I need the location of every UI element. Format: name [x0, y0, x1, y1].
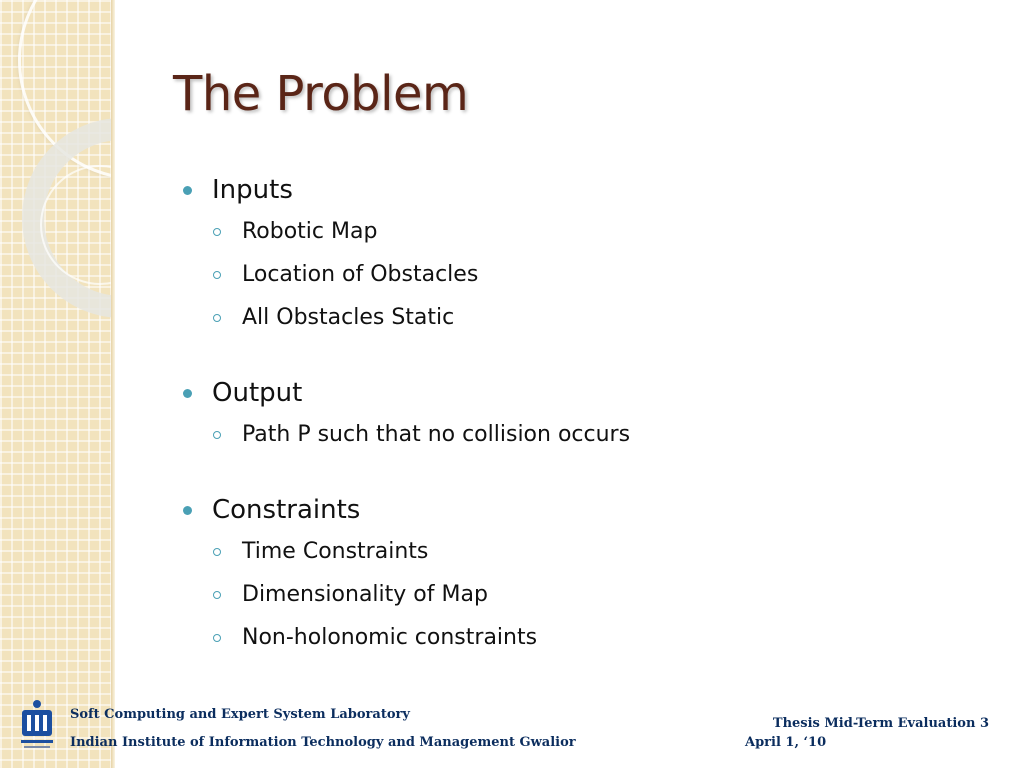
bullet-circle-icon: [213, 431, 221, 439]
footer-date: April 1, ‘10: [745, 735, 827, 750]
bullet-level-2: [183, 253, 983, 296]
bullet-dot-icon: [183, 186, 192, 195]
footer-lab-name: Soft Computing and Expert System Laboratory: [70, 707, 410, 722]
section-heading: Inputs: [212, 175, 293, 205]
decorative-rings: [0, 0, 113, 768]
bullet-circle-icon: [213, 548, 221, 556]
bullet-circle-icon: [213, 271, 221, 279]
bullet-level-2: [183, 530, 983, 573]
bullet-text: Non-holonomic constraints: [242, 625, 538, 650]
footer-event-name: Thesis Mid-Term Evaluation: [772, 716, 976, 731]
bullet-level-1: [183, 373, 983, 413]
bullet-circle-icon: [213, 591, 221, 599]
footer-institute-name: Indian Institute of Information Technology and Management Gwalior: [70, 735, 576, 750]
bullet-level-2: [183, 210, 983, 253]
bullet-level-1: [183, 490, 983, 530]
bullet-text: Path P such that no collision occurs: [242, 422, 631, 447]
bullet-text: Dimensionality of Map: [242, 582, 488, 607]
bullet-text: Time Constraints: [242, 539, 429, 564]
decorative-side-panel: [0, 0, 113, 768]
bullet-text: All Obstacles Static: [242, 305, 455, 330]
bullet-circle-icon: [213, 634, 221, 642]
bullet-text: Location of Obstacles: [242, 262, 479, 287]
bullet-level-2: [183, 296, 983, 339]
bullet-dot-icon: [183, 389, 192, 398]
bullet-level-2: [183, 573, 983, 616]
bullet-dot-icon: [183, 506, 192, 515]
bullet-level-1: [183, 170, 983, 210]
bullet-level-2: [183, 616, 983, 659]
slide-number: 3: [979, 716, 989, 731]
bullet-list: [183, 170, 983, 693]
bullet-circle-icon: [213, 314, 221, 322]
section-heading: Output: [212, 378, 303, 408]
section-inputs: [183, 170, 983, 339]
section-heading: Constraints: [212, 495, 361, 525]
bullet-level-2: [183, 413, 983, 456]
bullet-text: Robotic Map: [242, 219, 378, 244]
section-output: [183, 373, 983, 456]
bullet-circle-icon: [213, 228, 221, 236]
iiitm-logo-icon: [18, 698, 56, 752]
footer-event: [773, 716, 989, 731]
section-constraints: [183, 490, 983, 659]
slide-title: The Problem: [173, 66, 469, 122]
panel-edge: [111, 0, 115, 768]
